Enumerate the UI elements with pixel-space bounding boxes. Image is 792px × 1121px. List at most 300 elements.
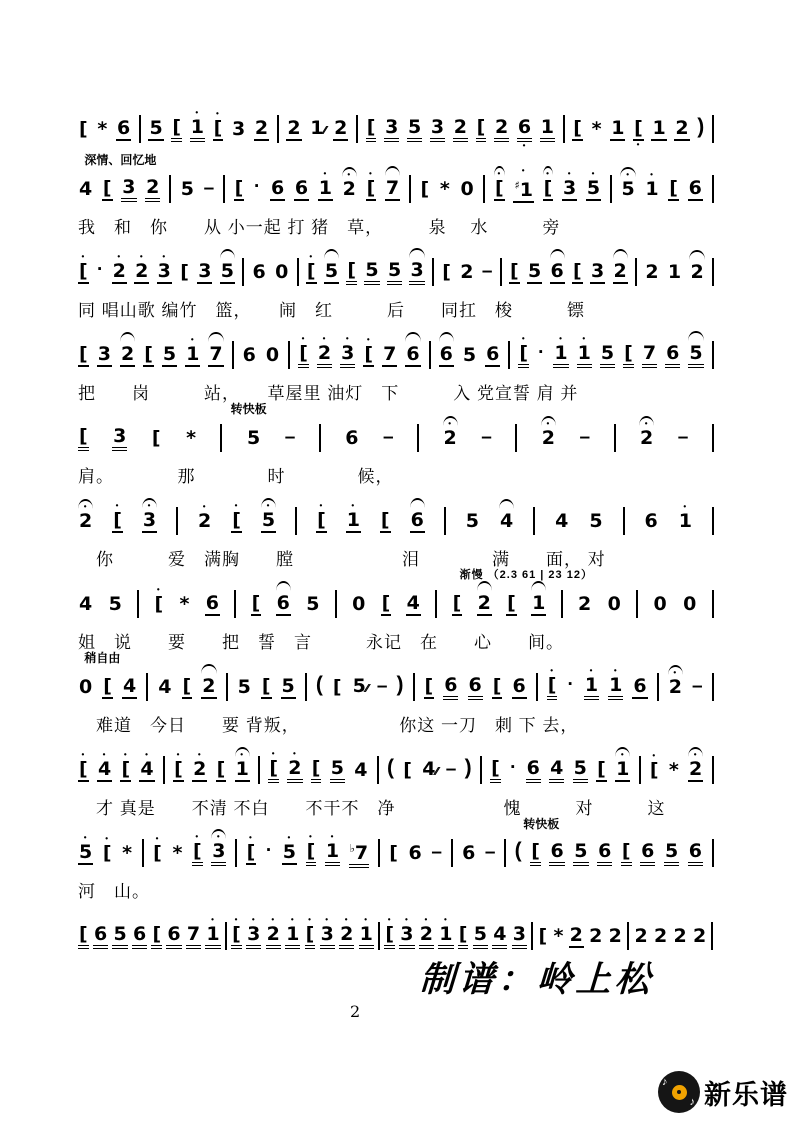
barline [378,839,380,867]
barline [711,922,713,950]
note: • [ [153,833,162,864]
note: 2 [689,254,704,291]
tempo-marking: 渐慢 （2.3 61 | 23 12） [459,569,593,581]
note: • 5 [79,832,93,863]
barline [712,115,714,143]
note: • 4 [97,749,112,780]
note: 6 [688,833,703,874]
note: • [ [79,749,88,780]
note: [ [538,924,548,947]
note: 5 [220,253,235,292]
note: 0 [683,592,697,615]
note: 4 [555,509,569,532]
note: [ [380,508,390,531]
music-line [78,664,714,710]
note: [ [261,674,271,697]
note: 7 [186,916,201,957]
slur-arc [615,747,630,757]
note: • ♯1 [514,166,533,201]
note: [ [509,259,519,282]
slur-arc [409,248,424,258]
note: 6 [276,585,291,624]
music-line [78,166,714,212]
note: • 1 [553,335,568,376]
note: 0 [607,592,621,615]
note: 6 [410,502,425,541]
note: 2 [254,116,269,139]
barline [335,590,337,618]
barline [712,673,714,701]
note: 6 [526,750,541,791]
slur-arc [261,498,276,508]
note: 2 [477,585,492,624]
barline [234,590,236,618]
barline [614,424,616,452]
barline [169,175,171,203]
note: 6 [270,176,285,199]
logo-text: 新乐谱 [704,1079,788,1110]
note: [ [78,418,89,459]
barline [377,756,379,784]
note: • 1 [190,109,205,150]
note: 2 [120,336,135,375]
note: 6 [486,342,500,365]
music-line [78,498,714,544]
barline [657,673,659,701]
augmentation-dot: · [265,840,273,861]
music-note-icon: ♪ [689,1096,695,1108]
note: • 1 [325,833,340,874]
note: * [172,841,183,864]
parenthesis: ) [697,115,705,138]
note: [ [420,177,430,200]
note: • 3 [320,916,335,957]
note: [ [492,674,502,697]
note: • 1 [615,751,630,790]
note: [ [623,335,634,376]
note: • [ [317,500,326,531]
note: 5 [573,750,588,791]
note: • [ [121,749,131,780]
augmentation-dot: · [96,259,104,280]
note: 2 [287,116,301,139]
slur-arc [499,499,514,509]
lyrics-line: 肩。 那 时 候， [78,467,394,486]
barline [623,507,625,535]
note: 3 [97,342,111,365]
note: • 2 [112,251,126,282]
augmentation-dot: · [253,176,261,197]
note: [ [151,916,162,957]
slur-arc [531,581,546,591]
barline [712,756,714,784]
note: 6 [549,833,564,874]
note: • 2 [78,503,93,540]
sustain-dash: – [203,178,215,199]
note: * [186,426,196,449]
note: * [97,117,108,140]
sustain-dash: – [677,427,689,448]
note: 4 [549,750,564,791]
note: 2 [578,592,592,615]
note: • 3 [157,251,171,282]
note: 6 [93,916,108,957]
note: • [ [154,584,164,615]
note: 3 [512,916,527,957]
barline [504,839,506,867]
note: • [ [246,832,256,863]
note: • [ [518,335,529,376]
barline [146,673,148,701]
note: * [591,117,602,140]
barline [712,341,714,369]
accidental: ♯ [514,179,520,192]
note: 4 [79,592,93,615]
note: 3 [430,109,445,150]
note: 2 [675,116,689,139]
note: • 1 [205,916,220,957]
lyrics-line: 才 真是 不清 不白 不干不 净 愧 对 这 [78,799,666,818]
note: 6 [242,343,256,366]
note: 6 [166,916,181,957]
sustain-dash: – [431,842,442,863]
music-line [78,249,714,295]
record-center-hole [677,1090,681,1094]
note: 5 [527,259,542,282]
note: [ [332,675,342,698]
lyrics-line: 难道 今日 要 背叛， 你这 一刀 刺 下 去， [78,716,579,735]
note: • 2 [541,420,556,457]
note: 2 [589,924,603,947]
note: • 2 [339,916,354,957]
note: 2 [608,924,622,947]
note: • 2 [668,669,683,706]
note: • 2 [266,916,281,957]
lyrics-line: 同 唱山歌 编竹 篮， 闹 红 后 同扛 梭 镖 [78,301,585,320]
barline [356,115,358,143]
note: [ [102,176,112,199]
system-9 [78,747,714,816]
note: • 1 [318,168,332,199]
note: • 5 [586,168,601,199]
music-line [78,830,714,876]
note: • [ [174,749,183,780]
note: • [ [79,251,88,282]
sustain-dash: – [481,261,493,282]
barline [288,341,290,369]
note: 5 [108,592,122,615]
note: 4 [354,758,368,781]
note: [ [573,116,582,139]
system-4 [78,332,714,401]
slur-arc [211,829,226,839]
tempo-marking: 转快板 [523,817,560,831]
note: 6 [116,116,131,139]
accidental: ♭ [349,842,355,855]
system-10 [78,817,714,901]
note: 0 [352,592,366,615]
note: 5 [473,916,488,957]
note: [ [669,176,678,199]
note: • [ [494,170,505,209]
note: 2 [613,253,628,292]
note: • 2 [317,335,332,376]
barline [176,507,178,535]
score [78,106,714,973]
note: 0 [79,675,93,698]
note: 1 [540,109,555,150]
note: • 1 [608,667,623,708]
note: [ [381,591,391,614]
note: 6 [294,176,309,199]
slur-arc [494,166,505,176]
slur-arc [385,166,400,176]
note: • [ [231,916,242,957]
note: 3 [591,259,605,282]
barline [533,507,535,535]
slur-arc [543,166,554,176]
note: • [ [547,667,558,708]
note: • 2 [342,171,357,208]
note: 3 [198,259,212,282]
note: • 5 [620,171,635,208]
note: • [ [366,168,376,199]
note: 6 [512,674,526,697]
note: 5 [589,509,603,532]
note: • [ [306,251,316,282]
note: • 1 [346,500,360,531]
barline [409,175,411,203]
barline [639,756,641,784]
barline [635,258,637,286]
music-line [78,415,714,461]
note: 3 [112,418,127,459]
lyrics-line: 我 和 你 从 小一起 打 猪 草， 泉 水 旁 [78,218,561,237]
note: • [ [268,750,279,791]
slur-arc [78,499,93,509]
note: 6 [443,667,458,708]
note: 6 [665,335,680,376]
note: 2 [673,924,687,947]
tempo-marking: 转快板 [230,402,267,416]
augmentation-dot: · [510,757,517,778]
slur-arc [324,249,339,259]
barline [417,424,419,452]
note: • 1 [438,916,453,957]
barline [277,115,279,143]
music-line [78,332,714,378]
note: 3 [409,252,424,293]
note: [ [251,591,261,614]
site-logo [658,1071,788,1113]
note: 6 [550,253,565,292]
note: 2 [334,116,348,139]
slur-arc [276,581,291,591]
sustain-dash: – [579,427,591,448]
note: • [ [305,916,316,957]
slur-arc [613,249,628,259]
note: • 1 [186,334,200,365]
note: * [668,758,679,781]
note: [ [180,260,189,283]
note: [ • [634,116,643,149]
parenthesis: ( [387,756,395,779]
barline [515,424,517,452]
note: • 1 [645,169,659,200]
note: 0 [265,343,280,366]
slur-arc [477,581,492,591]
lyrics-line: 河 山。 [78,882,150,901]
note: 5 [462,343,477,366]
barline [242,258,244,286]
note: 2 [201,668,216,707]
note: [ [144,342,153,365]
note: • [ [384,916,395,957]
note: 5 [149,116,163,139]
note: 5 [180,177,194,200]
note: 1 [652,116,666,139]
note: • 4 [140,749,154,780]
note: 5 [600,335,615,376]
slur-arc [201,664,216,674]
slur-arc [208,332,223,342]
barline [561,590,563,618]
note: 6 [462,841,476,864]
note: [ [597,757,606,780]
note: [ [490,750,501,791]
note: • 3 [399,916,414,957]
barline [480,756,482,784]
note: 6 [688,176,702,199]
barline [444,507,446,535]
note: 3 [121,169,136,210]
parenthesis: ) [396,673,404,696]
note: 2 [453,109,468,150]
system-1 [78,106,714,152]
note: • 1 [577,335,592,376]
barline [232,341,234,369]
barline [139,115,141,143]
note: 7 [383,342,397,365]
system-6 [78,498,714,567]
note: 5 [573,833,588,874]
system-3 [78,249,714,318]
note: 5 [162,342,177,365]
note: * [122,841,133,864]
note: 7 [385,170,400,209]
note: • 3 [340,335,355,376]
barline [295,507,297,535]
note: * [553,924,564,947]
lyrics-line: 姐 说 要 把 誓 言 永记 在 心 间。 [78,633,564,652]
note: 6 • [517,115,532,150]
barline [163,756,165,784]
note: 1 [611,116,625,139]
note: 5 [407,109,422,150]
barline [305,673,307,701]
sustain-dash: – [284,427,296,448]
note: • 2 [193,749,207,780]
note: 5 [306,592,320,615]
note: • 2 [443,420,458,457]
augmentation-dot: · [538,342,545,363]
barline [712,507,714,535]
slur-arc [688,747,703,757]
sustain-dash: – [481,427,492,448]
barline [432,258,434,286]
note: 5 [387,252,402,293]
note: • [ [102,833,112,864]
slur-arc [120,332,135,342]
augmentation-dot: · [567,674,574,695]
slur-arc [342,167,357,177]
note: • [ [113,500,122,531]
note: 5 [112,916,127,957]
note: • 1 [678,501,692,532]
barline [235,839,237,867]
note: [ [403,758,412,781]
barline [712,424,714,452]
note: 5 [352,674,366,697]
barline [142,839,144,867]
barline [610,175,612,203]
note: 6 [468,667,483,708]
music-line [78,106,714,152]
note: 0 [275,260,289,283]
note: • 3 [246,916,261,957]
slur-arc [443,416,458,426]
barline [500,258,502,286]
note: • 3 [563,168,577,199]
note: 3 [231,117,246,140]
slur-arc [235,747,250,757]
slur-arc [550,249,565,259]
slur-arc [620,167,635,177]
sustain-dash: – [484,842,496,863]
note: 6 [205,591,219,614]
note: • 5 [261,502,276,541]
slur-arc [439,332,454,342]
note: • [ [192,833,203,874]
system-7 [78,569,714,652]
note: 6 [132,916,147,957]
note: 2 [653,924,668,947]
note: 7 [642,335,657,376]
note: 2 [569,923,583,946]
barline [483,175,485,203]
note: 5 [364,252,379,293]
slur-arc [410,498,425,508]
note: [ [476,109,487,150]
note: 0 [653,592,667,615]
note: 1 [531,585,546,624]
note: 5 [281,674,295,697]
note: • [ [543,170,554,209]
note: • [ [298,335,309,376]
note: 2 [460,260,474,283]
note: 1 [310,116,324,139]
note: • 1 [359,916,374,957]
note: [ [311,750,322,791]
note: 4 [122,674,137,697]
note: 4 [422,757,436,780]
note: • 2 [419,916,434,957]
note: [ [621,833,632,874]
barline [563,115,565,143]
note: 5 [664,833,679,874]
sustain-dash: – [445,759,457,780]
note: 1 [667,260,682,283]
